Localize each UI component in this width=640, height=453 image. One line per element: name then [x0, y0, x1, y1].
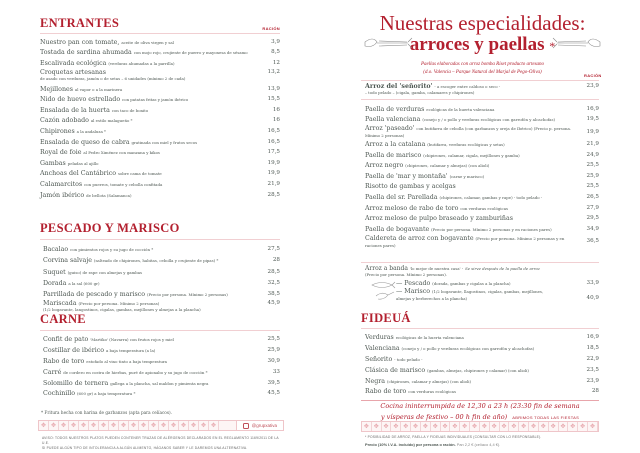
- item-name: Clásica de marisco: [365, 366, 426, 374]
- item-price: 38,5: [267, 291, 280, 298]
- item-name: Anchoas del Cantábrico: [40, 170, 117, 178]
- item-price: 19,9: [586, 128, 599, 135]
- item-desc: - a escoger entre caldoso o seco -: [434, 84, 501, 89]
- section-title: FIDEUÁ: [361, 311, 599, 329]
- item-desc: gallega a la plancha, sal maldon y pimienta negra: [110, 380, 209, 386]
- section-title: CARNE: [40, 312, 280, 331]
- item-desc: (conejo y / o pollo y verduras ecológicas con garrofón y alcachofas): [422, 117, 555, 123]
- menu-item: [365, 376, 599, 387]
- pescado-section: [40, 221, 280, 315]
- item-desc: (dorada, gambas y cigalas a la plancha): [432, 281, 511, 286]
- menu-item: [40, 147, 280, 158]
- tile-ornament-icon: ✥: [169, 421, 179, 430]
- menu-item: [365, 213, 599, 224]
- tile-ornament-icon: ✥: [382, 422, 392, 431]
- item-desc: (guiso) de rape con almejas y gambas: [67, 269, 143, 275]
- item-price: 25,9: [586, 172, 599, 179]
- menu-item: [365, 365, 599, 376]
- menu-item: [40, 137, 280, 148]
- item-name: Croquetas artesanas: [40, 68, 106, 76]
- hours-line: y vísperas de festivo – 00 h fin de año): [380, 413, 508, 421]
- item-desc: 'lo mejor de nuestra casa' -: [409, 266, 464, 271]
- item-desc: 'Martiko' (Navarra) con frutos rojos y miel: [90, 336, 174, 342]
- tile-ornament-icon: ✥: [568, 422, 578, 431]
- item-name: Señorito: [365, 355, 393, 363]
- bread-note: Pan 2,2 € (celíaco 4,4 €).: [456, 442, 501, 447]
- menu-item: [365, 203, 599, 214]
- menu-item: [365, 160, 599, 171]
- item-desc: aceite de oliva virgen y sal: [121, 39, 174, 45]
- item-note: Se sirve después de la paella de arroz: [465, 266, 540, 271]
- item-desc: a la andaluza *: [76, 128, 106, 134]
- item-desc: con patatas fritas y jamón ibérico: [122, 97, 189, 103]
- menu-item: [40, 94, 280, 105]
- racion-label: RACIÓN: [262, 26, 280, 31]
- item-price: 17,5: [267, 149, 280, 156]
- menu-item: [40, 84, 280, 95]
- item-name: Jamón ibérico: [40, 191, 85, 199]
- tile-ornament-icon: ✥: [460, 422, 470, 431]
- item-name: Rabo de toro: [365, 388, 407, 396]
- item-price: 19,9: [267, 159, 280, 166]
- item-name: Chipirones: [40, 127, 75, 135]
- item-desc: a la sal (600 gr): [68, 281, 100, 287]
- item-desc: con pimientos rojos y su jugo de cocción *: [70, 247, 154, 253]
- menu-item: [365, 171, 599, 182]
- item-price: 13,2: [267, 68, 280, 75]
- menu-item: [365, 115, 599, 126]
- item-name: Arroz a banda: [365, 265, 408, 272]
- item-desc: (chipirones, calamar, gambas y rape) - todo pelado -: [439, 194, 543, 200]
- item-name: Arroz meloso de pulpo braseado y zamburiñas: [365, 215, 513, 223]
- menu-item: [365, 104, 599, 115]
- item-desc: con puerros, tomate y cebolla confitada: [84, 181, 163, 187]
- menu-item: [40, 105, 280, 116]
- open-holidays: ABRIMOS TODAS LAS FIESTAS: [512, 415, 580, 420]
- item-desc: de cordero en costra de hierbas, puré de apionabo y su jugo de cocción *: [63, 369, 208, 375]
- item-price: 3,9: [271, 38, 280, 45]
- menu-item: [40, 116, 280, 127]
- item-desc: con mojo rojo, crujiente de puerro y mayonesa de sésamo: [133, 50, 248, 56]
- item-name: Gambas: [40, 159, 66, 167]
- item-desc: a baja temperatura (a la): [105, 347, 156, 353]
- tile-ornament-icon: ✥: [189, 421, 199, 430]
- item-price: 13,9: [267, 85, 280, 92]
- tile-ornament-icon: ✥: [470, 422, 480, 431]
- menu-item: [43, 278, 280, 289]
- item-name: Calamarcitos: [40, 180, 83, 188]
- section-title: PESCADO Y MARISCO: [40, 221, 280, 240]
- item-name: Arroz 'paseado': [365, 125, 415, 133]
- menu-item: [40, 58, 280, 69]
- item-price: 18,5: [586, 344, 599, 351]
- item-name: Arroz meloso de rabo de toro: [365, 204, 459, 212]
- item-name: Paella del sr. Parellada: [365, 193, 438, 201]
- menu-item: [43, 388, 280, 399]
- item-name: Rabo de toro: [43, 357, 85, 365]
- item-desc: estofado al vino tinto a baja temperatura: [86, 358, 168, 364]
- item-subdesc: – todo pelado – (cigala, gamba, calamares y chipirones): [365, 90, 475, 95]
- decorative-tiles: [38, 420, 284, 431]
- menu-item: [365, 182, 599, 193]
- rice-origin-line: Paellas elaboradas con arroz bomba Riset producto artesano: [420, 62, 545, 67]
- menu-item: [40, 37, 280, 48]
- item-price: 25,5: [586, 162, 599, 169]
- item-name: Cochinillo: [43, 390, 76, 398]
- item-desc: (Precio por persona. Mínimo 2 personas y en raciones pares): [431, 226, 552, 232]
- item-name: Escalivada ecológica: [40, 59, 107, 67]
- item-name: Bacalao: [43, 246, 69, 254]
- tile-ornament-icon: ✥: [199, 421, 209, 430]
- item-price: 23,5: [586, 366, 599, 373]
- item-name: Negra: [365, 377, 386, 385]
- item-desc: con verduras ecológicas: [408, 389, 456, 395]
- menu-item: [365, 139, 599, 150]
- tile-ornament-icon: ✥: [480, 422, 490, 431]
- menu-item: [365, 192, 599, 203]
- menu-item: [365, 224, 599, 235]
- tile-ornament-icon: ✥: [209, 421, 219, 430]
- item-desc: (1/2 bogavante, llagostinos, cigalas, gambas, mejillones,: [432, 289, 544, 294]
- tile-ornament-icon: ✥: [529, 422, 539, 431]
- hours-line: Cocina ininterrumpida de 12,30 a 23 h (23:30 fin de semana: [380, 402, 580, 410]
- item-price: 12: [272, 59, 280, 66]
- menu-item: [43, 267, 280, 278]
- item-desc: (chipirones, calamar y almejas) (con alioli): [386, 378, 472, 384]
- menu-item: [365, 332, 599, 343]
- tile-ornament-icon: ✥: [159, 421, 169, 430]
- tile-ornament-icon: ✥: [372, 422, 382, 431]
- item-name: Arroz del 'señorito': [365, 83, 433, 90]
- section-title: ENTRANTES: [40, 16, 120, 30]
- item-price: 27,9: [586, 204, 599, 211]
- item-name: Paella de bogavante: [365, 225, 430, 233]
- item-name: Valenciana: [365, 344, 400, 352]
- tile-ornament-icon: ✥: [89, 421, 99, 430]
- item-price: 33: [272, 368, 280, 375]
- squid-illustration-icon: [552, 34, 602, 54]
- instagram-icon: [243, 423, 249, 429]
- item-price: 28,5: [267, 268, 280, 275]
- menu-item: [43, 255, 280, 266]
- celiac-footnote: * Fritura hecha con harina de garbanzos (apta para celíacos).: [41, 410, 172, 415]
- specialties-title: Nuestras especialidades:: [379, 11, 586, 35]
- price-note: Precio (10% I.V.A. incluido) por persona o ración.: [365, 442, 456, 447]
- item-price: 19,9: [267, 170, 280, 177]
- tile-ornament-icon: ✥: [39, 421, 49, 430]
- specialties-subtitle: arroces y paellas: [409, 34, 545, 55]
- item-name: Parrillada de pescado y marisco: [43, 291, 146, 299]
- item-price: 26,5: [586, 193, 599, 200]
- item-desc: con verduras ecológicas: [460, 205, 509, 211]
- item-price: 16,5: [267, 138, 280, 145]
- tile-ornament-icon: ✥: [509, 422, 519, 431]
- item-price: 28,5: [267, 191, 280, 198]
- menu-item: [43, 345, 280, 356]
- menu-item: [365, 354, 599, 365]
- asterisk: *: [549, 39, 556, 53]
- item-subdesc: (1/2 bogavante, langostinos, cigalas, gambas, mejillones y almejas a la plancha): [43, 307, 201, 313]
- item-desc: (butifarra, verduras ecológicas y setas): [427, 141, 505, 147]
- tile-ornament-icon: ✥: [549, 422, 559, 431]
- item-price: 8,5: [271, 49, 280, 56]
- item-name: Paella de verduras: [365, 105, 425, 113]
- tile-ornament-icon: ✥: [99, 421, 109, 430]
- item-price: 45,5: [267, 390, 280, 397]
- instagram-handle: @grupxativa: [251, 423, 277, 428]
- tile-ornament-icon: ✥: [59, 421, 69, 430]
- decorative-tiles: [361, 421, 599, 432]
- item-name: Confit de pato: [43, 335, 89, 343]
- item-desc: (Precio por persona. Mínimo 2 personas): [78, 301, 160, 307]
- menu-item: [40, 48, 280, 59]
- item-price: 32,5: [267, 280, 280, 287]
- menu-item: [40, 126, 280, 137]
- item-price: 23,9: [586, 377, 599, 384]
- menu-item: [43, 367, 280, 378]
- item-name: Cazón adobado: [40, 117, 89, 125]
- item-name: Ensalada de queso de cabra: [40, 138, 130, 146]
- item-subdesc: (Precio por persona. Mínimo 2 personas).: [365, 272, 448, 277]
- item-desc: (verduras ahumadas a la parrilla): [108, 60, 175, 66]
- tile-ornament-icon: ✥: [139, 421, 149, 430]
- item-name: Arroz a la catalana: [365, 140, 426, 148]
- item-name: Paella valenciana: [365, 116, 421, 124]
- item-name: Mejillones: [40, 85, 73, 93]
- item-desc: peladas al ajillo: [67, 160, 99, 166]
- item-desc: (conejo y / o pollo y verduras ecológicas con garrofón y alcachofas): [401, 345, 535, 351]
- item-name: Arroz negro: [365, 162, 404, 170]
- item-name: Carré: [43, 368, 62, 376]
- item-desc: (Precio por persona. Mínimo 2 personas y en raciones pares): [365, 235, 565, 248]
- item-price: 39,5: [267, 379, 280, 386]
- menu-item: [43, 244, 280, 255]
- carne-section: [40, 312, 280, 399]
- tile-ornament-icon: ✥: [391, 422, 401, 431]
- item-price: 22,9: [586, 355, 599, 362]
- arroz-banda: [365, 265, 599, 302]
- item-subdesc: de asado con verduras, jamón o de setas – 6 unidades (mínimo 2 de cada): [40, 75, 186, 81]
- tile-ornament-icon: ✥: [578, 422, 588, 431]
- tile-ornament-icon: ✥: [450, 422, 460, 431]
- item-price: 45,9: [267, 300, 280, 307]
- item-name: Ensalada de la huerta: [40, 106, 110, 114]
- item-price: 28: [591, 388, 599, 395]
- racion-label: RACIÓN: [584, 73, 602, 78]
- tile-ornament-icon: ✥: [79, 421, 89, 430]
- item-desc: - todo pelado -: [394, 356, 423, 362]
- item-price: 28: [272, 257, 280, 264]
- item-price: 36,5: [586, 238, 599, 245]
- item-desc: con taco de bonito: [111, 107, 149, 113]
- item-desc: (600 gr) a baja temperatura *: [77, 391, 136, 397]
- item-price: 19,5: [586, 116, 599, 123]
- item-price: 23,9: [586, 83, 599, 89]
- item-price: 25,9: [267, 346, 280, 353]
- item-desc: (gambas, almejas, chipirones y calamar) (con alioli): [427, 367, 529, 373]
- tile-ornament-icon: ✥: [411, 422, 421, 431]
- menu-item: [40, 169, 280, 180]
- item-desc: al vapor o a la marinera: [74, 86, 123, 92]
- tile-ornament-icon: ✥: [500, 422, 510, 431]
- item-price: 25,5: [267, 335, 280, 342]
- menu-item: [40, 158, 280, 169]
- tile-ornament-icon: ✥: [519, 422, 529, 431]
- squid-illustration-icon: [363, 34, 413, 54]
- item-name: Risotto de gambas y acelgas: [365, 183, 456, 191]
- tile-ornament-icon: ✥: [362, 422, 372, 431]
- item-price: 15,5: [267, 96, 280, 103]
- menu-item: [365, 386, 599, 397]
- item-price: 27,5: [267, 246, 280, 253]
- item-price: 25,5: [586, 183, 599, 190]
- rice-origin-line: (d.o. Valencia – Parque Natural del Marjal de Pego-Oliva): [423, 70, 542, 75]
- tile-ornament-icon: ✥: [421, 422, 431, 431]
- menu-item: [365, 150, 599, 161]
- entrantes-section: [40, 16, 280, 200]
- menu-item: [43, 334, 280, 345]
- item-price: 16,9: [586, 105, 599, 112]
- tile-ornament-icon: ✥: [109, 421, 119, 430]
- item-name: Nido de huevo estrellado: [40, 96, 121, 104]
- item-name: Suquet: [43, 268, 66, 276]
- tile-ornament-icon: ✥: [401, 422, 411, 431]
- item-name: Nuestro pan con tomate,: [40, 38, 120, 46]
- tile-ornament-icon: ✥: [431, 422, 441, 431]
- item-desc: ecológicas de la huerta valenciana: [426, 106, 495, 112]
- item-price: 16,9: [586, 333, 599, 340]
- fish-and-shrimp-illustration-icon: [370, 280, 396, 302]
- item-desc: (chipirones, calamar y almejas) (con alioli): [405, 163, 490, 169]
- item-desc: al estilo malagueño *: [90, 118, 133, 124]
- tile-ornament-icon: ✥: [179, 421, 189, 430]
- menu-item: [365, 125, 599, 139]
- tile-ornament-icon: ✥: [490, 422, 500, 431]
- tile-ornament-icon: ✥: [588, 422, 598, 431]
- item-name: Verduras: [365, 333, 394, 341]
- item-name: — Marisco: [396, 288, 431, 295]
- item-name: — Pescado: [396, 280, 431, 287]
- item-desc: de bellota (Salamanca): [86, 192, 132, 198]
- tile-ornament-icon: ✥: [559, 422, 569, 431]
- item-name: Tostada de sardina ahumada: [40, 49, 132, 57]
- item-price: 21,9: [267, 180, 280, 187]
- item-price: 16: [272, 106, 280, 113]
- tile-ornament-icon: ✥: [119, 421, 129, 430]
- item-name: Costillar de ibérico: [43, 346, 105, 354]
- item-desc: (salteado de chipirones, habitas, cebolla y crujiente de pipas) *: [93, 258, 219, 264]
- item-name: Royal de foie: [40, 149, 82, 157]
- item-price: 21,9: [586, 140, 599, 147]
- item-price: 24,9: [586, 151, 599, 158]
- menu-item: [40, 190, 280, 201]
- item-price: 29,5: [586, 215, 599, 222]
- item-name: Paella de marisco: [365, 151, 422, 159]
- allergen-warning: SI PUEDE ALGÚN TIPO DE INTOLERANCIA A ALGÚN ALIMENTO, HÁGANOS SABER Y LE DAREMOS UNA ALTERNATIVA.: [42, 446, 248, 450]
- item-desc: (chipirones, calamar, cigala, mejillones y gamba): [423, 152, 520, 158]
- tile-ornament-icon: ✥: [149, 421, 159, 430]
- fideua-section: [361, 311, 599, 397]
- item-desc: (Precio por persona. Mínimo 2 personas): [146, 292, 228, 298]
- allergen-warning: AVISO: TODOS NUESTROS PLATOS PUEDEN CONTENER TRAZAS DE ALÉRGENOS DECLARADOS EN EL REGLAMENTO 1169/2011 DE LA U.E.: [42, 436, 279, 445]
- item-name: Mariscada: [43, 300, 77, 308]
- item-name: Corvina salvaje: [43, 257, 92, 265]
- item-name: Dorada: [43, 280, 67, 288]
- tile-ornament-icon: ✥: [69, 421, 79, 430]
- item-price: 16,5: [267, 127, 280, 134]
- menu-item: [43, 378, 280, 389]
- item-desc: gratinada con miel y frutos secos: [131, 139, 198, 145]
- senorito-item: [361, 80, 599, 100]
- menu-item: [43, 289, 280, 300]
- menu-item: [365, 343, 599, 354]
- tile-ornament-icon: ✥: [129, 421, 139, 430]
- item-desc: (carne y marisco): [449, 173, 485, 179]
- item-price: 34,9: [586, 225, 599, 232]
- tile-ornament-icon: ✥: [539, 422, 549, 431]
- item-name: Caldereta de arroz con bogavante: [365, 234, 474, 242]
- menu-item: [40, 179, 280, 190]
- item-price: 30,9: [267, 357, 280, 364]
- menu-item: [365, 235, 599, 249]
- menu-item: [40, 69, 280, 82]
- individual-note: * POSIBILIDAD DE ARROZ, PAELLA Y FIDEUAS INDIVIDUALES (CONSULTAR CON LO RESPONSABLE).: [365, 435, 542, 439]
- item-subdesc: almejas y berberechos a la plancha): [396, 296, 468, 301]
- item-name: Paella de 'mar y montaña': [365, 172, 448, 180]
- item-price: 33,9: [586, 280, 599, 286]
- tile-ornament-icon: ✥: [49, 421, 59, 430]
- menu-item: [43, 356, 280, 367]
- item-desc: al Pedro Ximénez con manzana y kikos: [83, 150, 160, 156]
- item-desc: ecológicas de la huerta valenciana: [395, 334, 464, 340]
- item-desc: con butifarra de cebolla (con garbanzos y oreja de Ibérico) (Precio p. persona. Mínimo 2 personas): [365, 126, 572, 139]
- item-price: 16: [272, 117, 280, 124]
- instagram-link[interactable]: [236, 421, 283, 430]
- item-desc: sobre cama de tomate: [117, 171, 162, 177]
- item-name: Solomillo de ternera: [43, 379, 109, 387]
- tile-ornament-icon: ✥: [441, 422, 451, 431]
- item-price: 40,9: [586, 295, 599, 301]
